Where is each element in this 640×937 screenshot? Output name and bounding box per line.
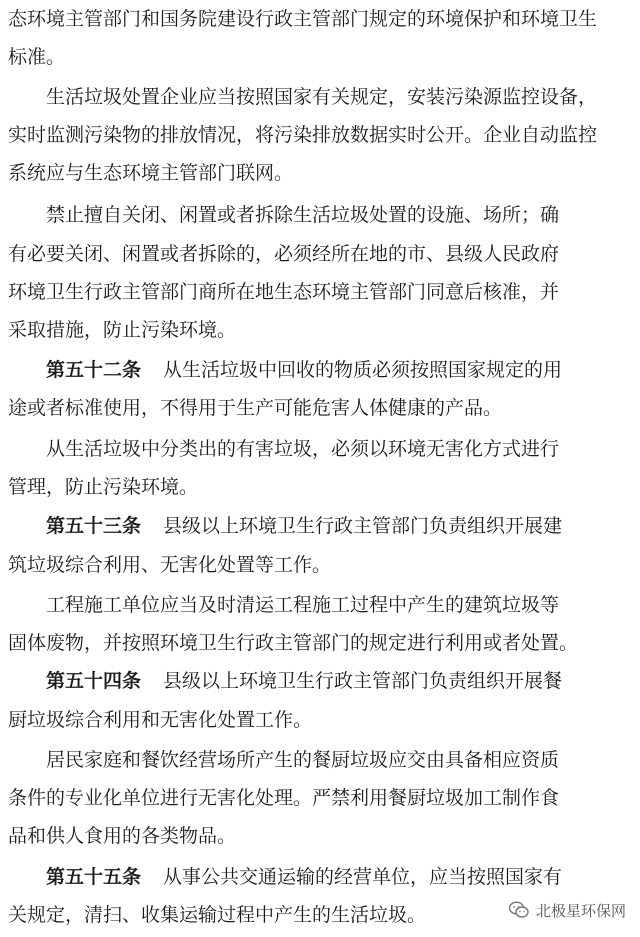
- article-number: 第五十三条: [46, 515, 142, 537]
- text-line: [8, 235, 640, 273]
- article-line: [46, 507, 640, 545]
- watermark: [506, 897, 628, 923]
- line-text: 品和供人食用的各类物品。: [8, 825, 237, 847]
- text-line: [8, 273, 640, 311]
- watermark-text: 北极星环保网: [535, 901, 626, 920]
- article-number: 第五十四条: [46, 670, 142, 692]
- text-line: [46, 741, 640, 779]
- line-text: 标准。: [8, 46, 66, 68]
- line-text: 从生活垃圾中回收的物质必须按照国家规定的用: [163, 359, 563, 381]
- line-text: 态环境主管部门和国务院建设行政主管部门规定的环境保护和环境卫生: [8, 8, 598, 30]
- text-line: [8, 468, 640, 506]
- line-text: 从生活垃圾中分类出的有害垃圾，必须以环境无害化方式进行: [46, 438, 560, 460]
- text-line: [8, 779, 640, 817]
- text-line: [8, 116, 640, 154]
- line-text: 有必要关闭、闲置或者拆除的，必须经所在地的市、县级人民政府: [8, 243, 560, 265]
- article-line: [46, 351, 640, 389]
- text-line: [8, 701, 640, 739]
- line-text: 生活垃圾处置企业应当按照国家有关规定，安装污染源监控设备，: [46, 86, 598, 108]
- text-line: [8, 154, 640, 192]
- line-text: 县级以上环境卫生行政主管部门负责组织开展建: [163, 515, 563, 537]
- text-line: [46, 586, 640, 624]
- article-number: 第五十五条: [46, 866, 142, 888]
- line-text: 实时监测污染物的排放情况，将污染排放数据实时公开。企业自动监控: [8, 124, 598, 146]
- line-text: 关规定，清扫、收集运输过程中产生的生活垃圾。: [8, 904, 427, 926]
- text-line: [8, 0, 636, 38]
- text-line: [46, 196, 640, 234]
- text-line: [8, 389, 640, 427]
- line-text: 环境卫生行政主管部门商所在地生态环境主管部门同意后核准，并: [8, 281, 560, 303]
- line-text: 途或者标准使用，不得用于生产可能危害人体健康的产品。: [8, 397, 503, 419]
- line-text: 系统应与生态环境主管部门联网。: [8, 162, 294, 184]
- text-line: [8, 817, 640, 855]
- article-line: [46, 662, 640, 700]
- text-line: [8, 38, 640, 76]
- wechat-icon: [508, 899, 530, 921]
- line-text: 禁止擅自关闭、闲置或者拆除生活垃圾处置的设施、场所；确: [46, 204, 560, 226]
- line-text: 管理，防止污染环境。: [8, 476, 199, 498]
- article-number: 第五十二条: [46, 359, 142, 381]
- line-text: 条件的专业化单位进行无害化处理。严禁利用餐厨垃圾加工制作食: [8, 787, 560, 809]
- article-line: [46, 858, 640, 896]
- line-text: 居民家庭和餐饮经营场所产生的餐厨垃圾应交由具备相应资质: [46, 749, 560, 771]
- text-line: [46, 78, 640, 116]
- text-line: [46, 430, 640, 468]
- text-line: [8, 624, 640, 662]
- text-line: [8, 546, 640, 584]
- line-text: 固体废物，并按照环境卫生行政主管部门的规定进行利用或者处置。: [8, 632, 579, 654]
- line-text: 工程施工单位应当及时清运工程施工过程中产生的建筑垃圾等: [46, 594, 560, 616]
- line-text: 筑垃圾综合利用、无害化处置等工作。: [8, 554, 332, 576]
- line-text: 厨垃圾综合利用和无害化处置工作。: [8, 709, 313, 731]
- line-text: 采取措施，防止污染环境。: [8, 319, 237, 341]
- text-line: [8, 311, 640, 349]
- line-text: 县级以上环境卫生行政主管部门负责组织开展餐: [163, 670, 563, 692]
- line-text: 从事公共交通运输的经营单位，应当按照国家有: [163, 866, 563, 888]
